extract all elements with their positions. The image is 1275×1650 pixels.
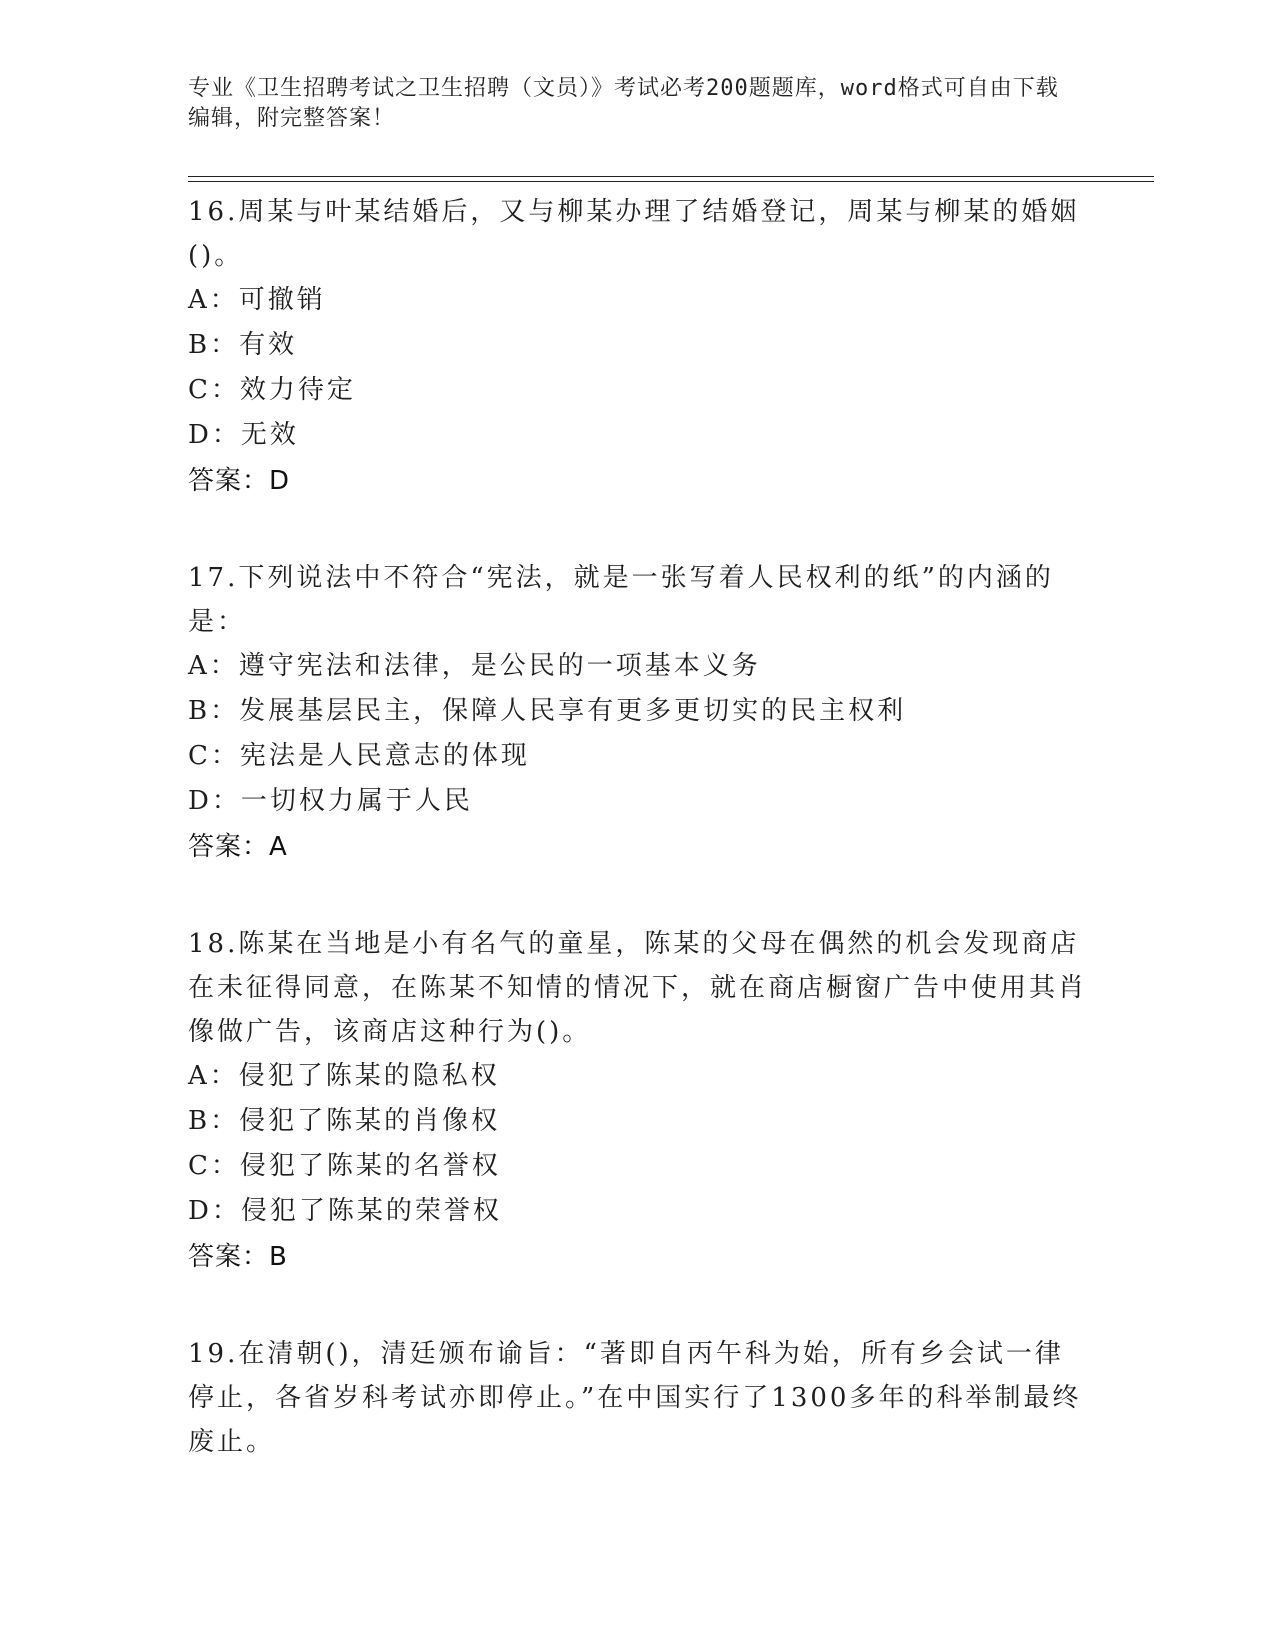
question-list: [188, 190, 1088, 1516]
answer: 答案：D: [188, 466, 291, 496]
question-18: [188, 922, 1088, 1280]
option-c: C：侵犯了陈某的名誉权: [188, 1151, 501, 1181]
option-b: B：侵犯了陈某的肖像权: [188, 1106, 501, 1136]
option-d: D：侵犯了陈某的荣誉权: [188, 1196, 502, 1226]
option-a: A：可撤销: [188, 285, 326, 315]
answer: 答案：B: [188, 1242, 288, 1272]
document-header: 专业《卫生招聘考试之卫生招聘（文员）》考试必考200题题库，word格式可自由下载编辑，附完整答案！: [188, 76, 1059, 131]
option-c: C：效力待定: [188, 375, 356, 405]
question-stem: 16.周某与叶某结婚后，又与柳某办理了结婚登记，周某与柳某的婚姻()。: [188, 197, 1080, 271]
question-stem: 17.下列说法中不符合“宪法，就是一张写着人民权利的纸”的内涵的是：: [188, 563, 1054, 637]
option-a: A：侵犯了陈某的隐私权: [188, 1061, 500, 1091]
question-19: [188, 1332, 1088, 1464]
question-stem: 19.在清朝()，清廷颁布谕旨：“著即自丙午科为始，所有乡会试一律停止，各省岁科考试亦即停止。”在中国实行了1300多年的科举制最终废止。: [188, 1339, 1082, 1457]
option-b: B：发展基层民主，保障人民享有更多更切实的民主权利: [188, 696, 907, 726]
question-16: [188, 190, 1088, 504]
option-d: D：一切权力属于人民: [188, 786, 473, 816]
option-c: C：宪法是人民意志的体现: [188, 741, 530, 771]
question-17: [188, 556, 1088, 870]
header-divider-bottom: [188, 181, 1154, 182]
option-a: A：遵守宪法和法律，是公民的一项基本义务: [188, 651, 761, 681]
header-divider-top: [188, 176, 1154, 177]
option-b: B：有效: [188, 330, 298, 360]
option-d: D：无效: [188, 420, 299, 450]
question-stem: 18.陈某在当地是小有名气的童星，陈某的父母在偶然的机会发现商店在未征得同意，在陈某不知情的情况下，就在商店橱窗广告中使用其肖像做广告，该商店这种行为()。: [188, 929, 1088, 1047]
answer: 答案：A: [188, 832, 288, 862]
